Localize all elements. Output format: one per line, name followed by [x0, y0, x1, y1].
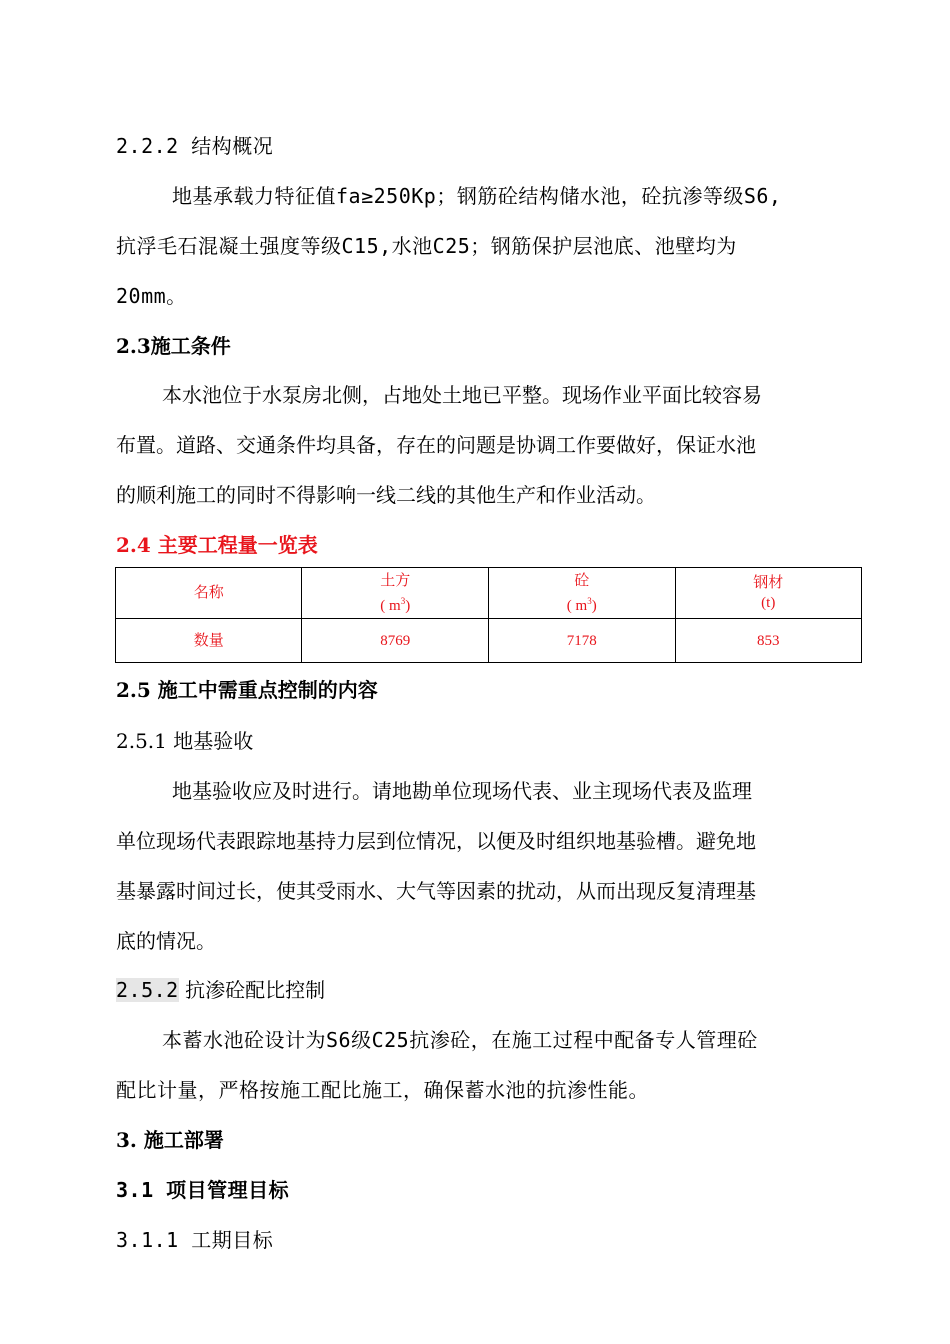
heading-3: 3. 施工部署 [116, 1128, 224, 1152]
heading-3-1-1: 3.1.1 工期目标 [116, 1228, 274, 1252]
quantity-table [115, 567, 862, 663]
paragraph-mix-line-2: 配比计量，严格按施工配比施工，确保蓄水池的抗渗性能。 [116, 1078, 649, 1102]
table-header-concrete: 砼 ( $m^3$) [488, 568, 675, 619]
paragraph-structure-line-3: 20mm。 [116, 284, 187, 308]
table-header-name: 名称 [116, 568, 302, 619]
paragraph-structure-line-1: 地基承载力特征值fa≥250Kp；钢筋砼结构储水池，砼抗渗等级S6, [172, 184, 782, 208]
table-header-steel: 钢材 (t) [675, 568, 862, 619]
table-row [116, 619, 862, 663]
paragraph-mix-line-1: 本蓄水池砼设计为S6级C25抗渗砼，在施工过程中配备专人管理砼 [162, 1028, 758, 1052]
heading-2-4: 2.4 主要工程量一览表 [116, 533, 318, 557]
heading-2-5-2 [116, 977, 325, 1003]
paragraph-structure-line-2: 抗浮毛石混凝土强度等级C15,水池C25；钢筋保护层池底、池壁均为 [116, 234, 737, 258]
paragraph-foundation-line-1: 地基验收应及时进行。请地勘单位现场代表、业主现场代表及监理 [172, 779, 752, 803]
paragraph-foundation-line-2: 单位现场代表跟踪地基持力层到位情况，以便及时组织地基验槽。避免地 [116, 829, 756, 853]
paragraph-conditions-line-2: 布置。道路、交通条件均具备，存在的问题是协调工作要做好，保证水池 [116, 433, 756, 457]
heading-2-5-2-number: 2.5.2 [116, 978, 179, 1002]
heading-2-5-1: 2.5.1 地基验收 [116, 729, 254, 753]
heading-2-5: 2.5 施工中需重点控制的内容 [116, 678, 378, 702]
table-header-row [116, 568, 862, 619]
table-cell-earth: 8769 [302, 619, 489, 663]
heading-3-1: 3.1 项目管理目标 [116, 1178, 290, 1202]
paragraph-foundation-line-3: 基暴露时间过长，使其受雨水、大气等因素的扰动，从而出现反复清理基 [116, 879, 756, 903]
table-header-earth: 土方 ( $m^3$) [302, 568, 489, 619]
heading-2-5-2-text: 抗渗砼配比控制 [185, 978, 326, 1002]
table-cell-label: 数量 [116, 619, 302, 663]
heading-2-3: 2.3施工条件 [116, 334, 231, 358]
paragraph-foundation-line-4: 底的情况。 [116, 929, 216, 953]
paragraph-conditions-line-3: 的顺利施工的同时不得影响一线二线的其他生产和作业活动。 [116, 483, 656, 507]
heading-2-2-2: 2.2.2 结构概况 [116, 134, 274, 158]
table-cell-steel: 853 [675, 619, 862, 663]
table-cell-concrete: 7178 [488, 619, 675, 663]
paragraph-conditions-line-1: 本水池位于水泵房北侧，占地处土地已平整。现场作业平面比较容易 [162, 383, 762, 407]
